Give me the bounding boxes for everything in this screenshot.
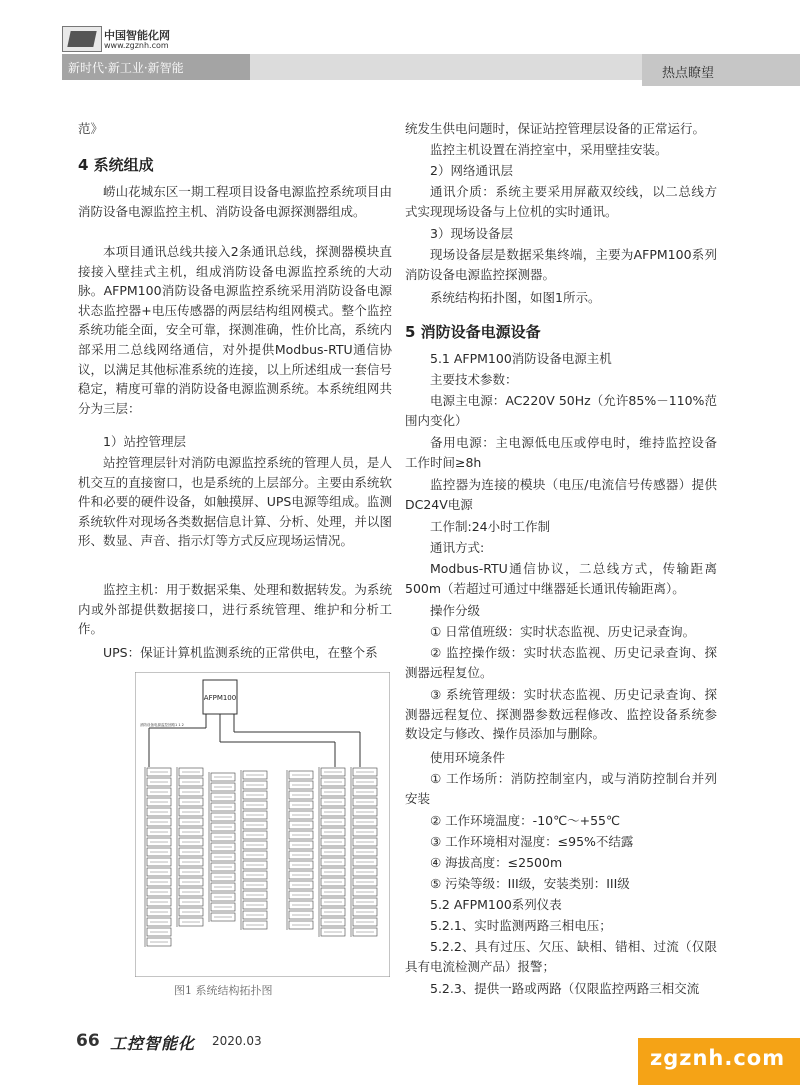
watermark: zgznh.com — [650, 1046, 786, 1070]
right-para-23: ③ 工作环境相对湿度：≤95%不结露 — [430, 834, 634, 849]
right-para-13: 工作制:24小时工作制 — [430, 519, 551, 534]
right-para-4: 通讯介质：系统主要采用屏蔽双绞线，以二总线方式实现现场设备与上位机的实时通讯。 — [405, 184, 717, 219]
right-para-16: 操作分级 — [430, 603, 481, 618]
right-para-9: 主要技术参数： — [430, 372, 518, 387]
issue-date: 2020.03 — [212, 1034, 262, 1048]
left-para-5: 监控主机：用于数据采集、处理和数据转发。为系统内或外部提供数据接口，进行系统管理、维护和分析工作。 — [78, 582, 392, 637]
left-para-0: 范》 — [78, 121, 104, 136]
left-para-1: 崂山花城东区一期工程项目设备电源监控系统项目由消防设备电源监控主机、消防设备电源探测器组成。 — [78, 184, 392, 219]
left-para-2: 本项目通讯总线共接入2条通讯总线，探测器模块直接接入壁挂式主机，组成消防设备电源监控系统的大动脉。AFPM100消防设备电源监控系统采用消防设备电源状态监控器+电压传感器的两层结构组网模式。整个监控系统功能全面，安全可靠，探测准确，性价比高，系统内部采用二总线网络通信，对外提供Modbus-RTU通信协议，以满足其他标准系统的连接，以上所述组成一套信号稳定，精度可靠的消防设备电源监测系统。本系统组网共分为三层： — [78, 244, 392, 416]
right-para-29: 5.2.3、提供一路或两路（仅限监控两路三相交流 — [430, 981, 700, 996]
site-url: www.zgznh.com — [104, 41, 169, 50]
right-para-19: ③ 系统管理级：实时状态监视、历史记录查询、探测器远程复位、探测器参数远程修改、监控设备系统参数设定与修改、操作员添加与删除。 — [405, 687, 717, 742]
host-label: AFPM100 — [203, 694, 237, 702]
site-name: 中国智能化网 — [104, 29, 170, 42]
topology-diagram — [135, 672, 390, 977]
right-para-22: ② 工作环境温度：-10℃～+55℃ — [430, 813, 621, 828]
right-para-27: 5.2.1、实时监测两路三相电压； — [430, 918, 612, 933]
right-para-12: 监控器为连接的模块（电压/电流信号传感器）提供DC24V电源 — [405, 477, 717, 512]
heading-section-4: 4 系统组成 — [78, 156, 154, 174]
page-number: 66 — [76, 1031, 100, 1051]
right-para-1: 统发生供电问题时，保证站控管理层设备的正常运行。 — [405, 121, 706, 136]
left-para-4: 站控管理层针对消防电源监控系统的管理人员，是人机交互的直接窗口，也是系统的上层部分。主要由系统软件和必要的硬件设备，如触摸屏、UPS电源等组成。监测系统软件对现场各类数据信息计算、分析、处理，并以图形、数显、声音、指示灯等方式反应现场运情况。 — [78, 455, 392, 549]
right-para-5: 3）现场设备层 — [430, 226, 513, 241]
right-para-8: 5.1 AFPM100消防设备电源主机 — [430, 351, 612, 366]
right-para-15: Modbus-RTU通信协议，二总线方式，传输距离500m（若超过可通过中继器延长通讯传输距离）。 — [405, 561, 717, 596]
right-para-2: 监控主机设置在消控室中，采用壁挂安装。 — [430, 142, 668, 157]
bus-label: 消防设备电源监控回路1 1 2 — [140, 723, 184, 727]
right-para-18: ② 监控操作级：实时状态监视、历史记录查询、探测器远程复位。 — [405, 645, 717, 680]
right-para-7: 系统结构拓扑图，如图1所示。 — [430, 290, 601, 305]
section-title: 热点瞭望 — [662, 66, 715, 81]
left-para-3: 1）站控管理层 — [103, 434, 186, 449]
right-para-20: 使用环境条件 — [430, 750, 506, 765]
right-para-25: ⑤ 污染等级：III级，安装类别：III级 — [430, 876, 630, 891]
right-para-10: 电源主电源：AC220V 50Hz（允许85%－110%范围内变化） — [405, 393, 717, 428]
right-para-28: 5.2.2、具有过压、欠压、缺相、错相、过流（仅限具有电流检测产品）报警； — [405, 939, 717, 974]
slogan: 新时代·新工业·新智能 — [68, 61, 184, 75]
right-para-26: 5.2 AFPM100系列仪表 — [430, 897, 562, 912]
right-para-21: ① 工作场所：消防控制室内，或与消防控制台并列安装 — [405, 771, 717, 806]
right-para-6: 现场设备层是数据采集终端，主要为AFPM100系列消防设备电源监控探测器。 — [405, 247, 717, 282]
right-para-14: 通讯方式: — [430, 540, 485, 555]
right-para-11: 备用电源：主电源低电压或停电时，维持监控设备工作时间≥8h — [405, 435, 717, 470]
right-para-24: ④ 海拔高度：≤2500m — [430, 855, 563, 870]
right-para-17: ① 日常值班级：实时状态监视、历史记录查询。 — [430, 624, 696, 639]
magazine-logo: 工控智能化 — [110, 1034, 196, 1053]
right-para-3: 2）网络通讯层 — [430, 163, 513, 178]
site-logo-icon — [62, 26, 102, 52]
figure-caption: 图1 系统结构拓扑图 — [174, 984, 273, 997]
heading-section-5: 5 消防设备电源设备 — [405, 323, 541, 341]
left-para-6: UPS：保证计算机监测系统的正常供电，在整个系 — [103, 645, 378, 660]
